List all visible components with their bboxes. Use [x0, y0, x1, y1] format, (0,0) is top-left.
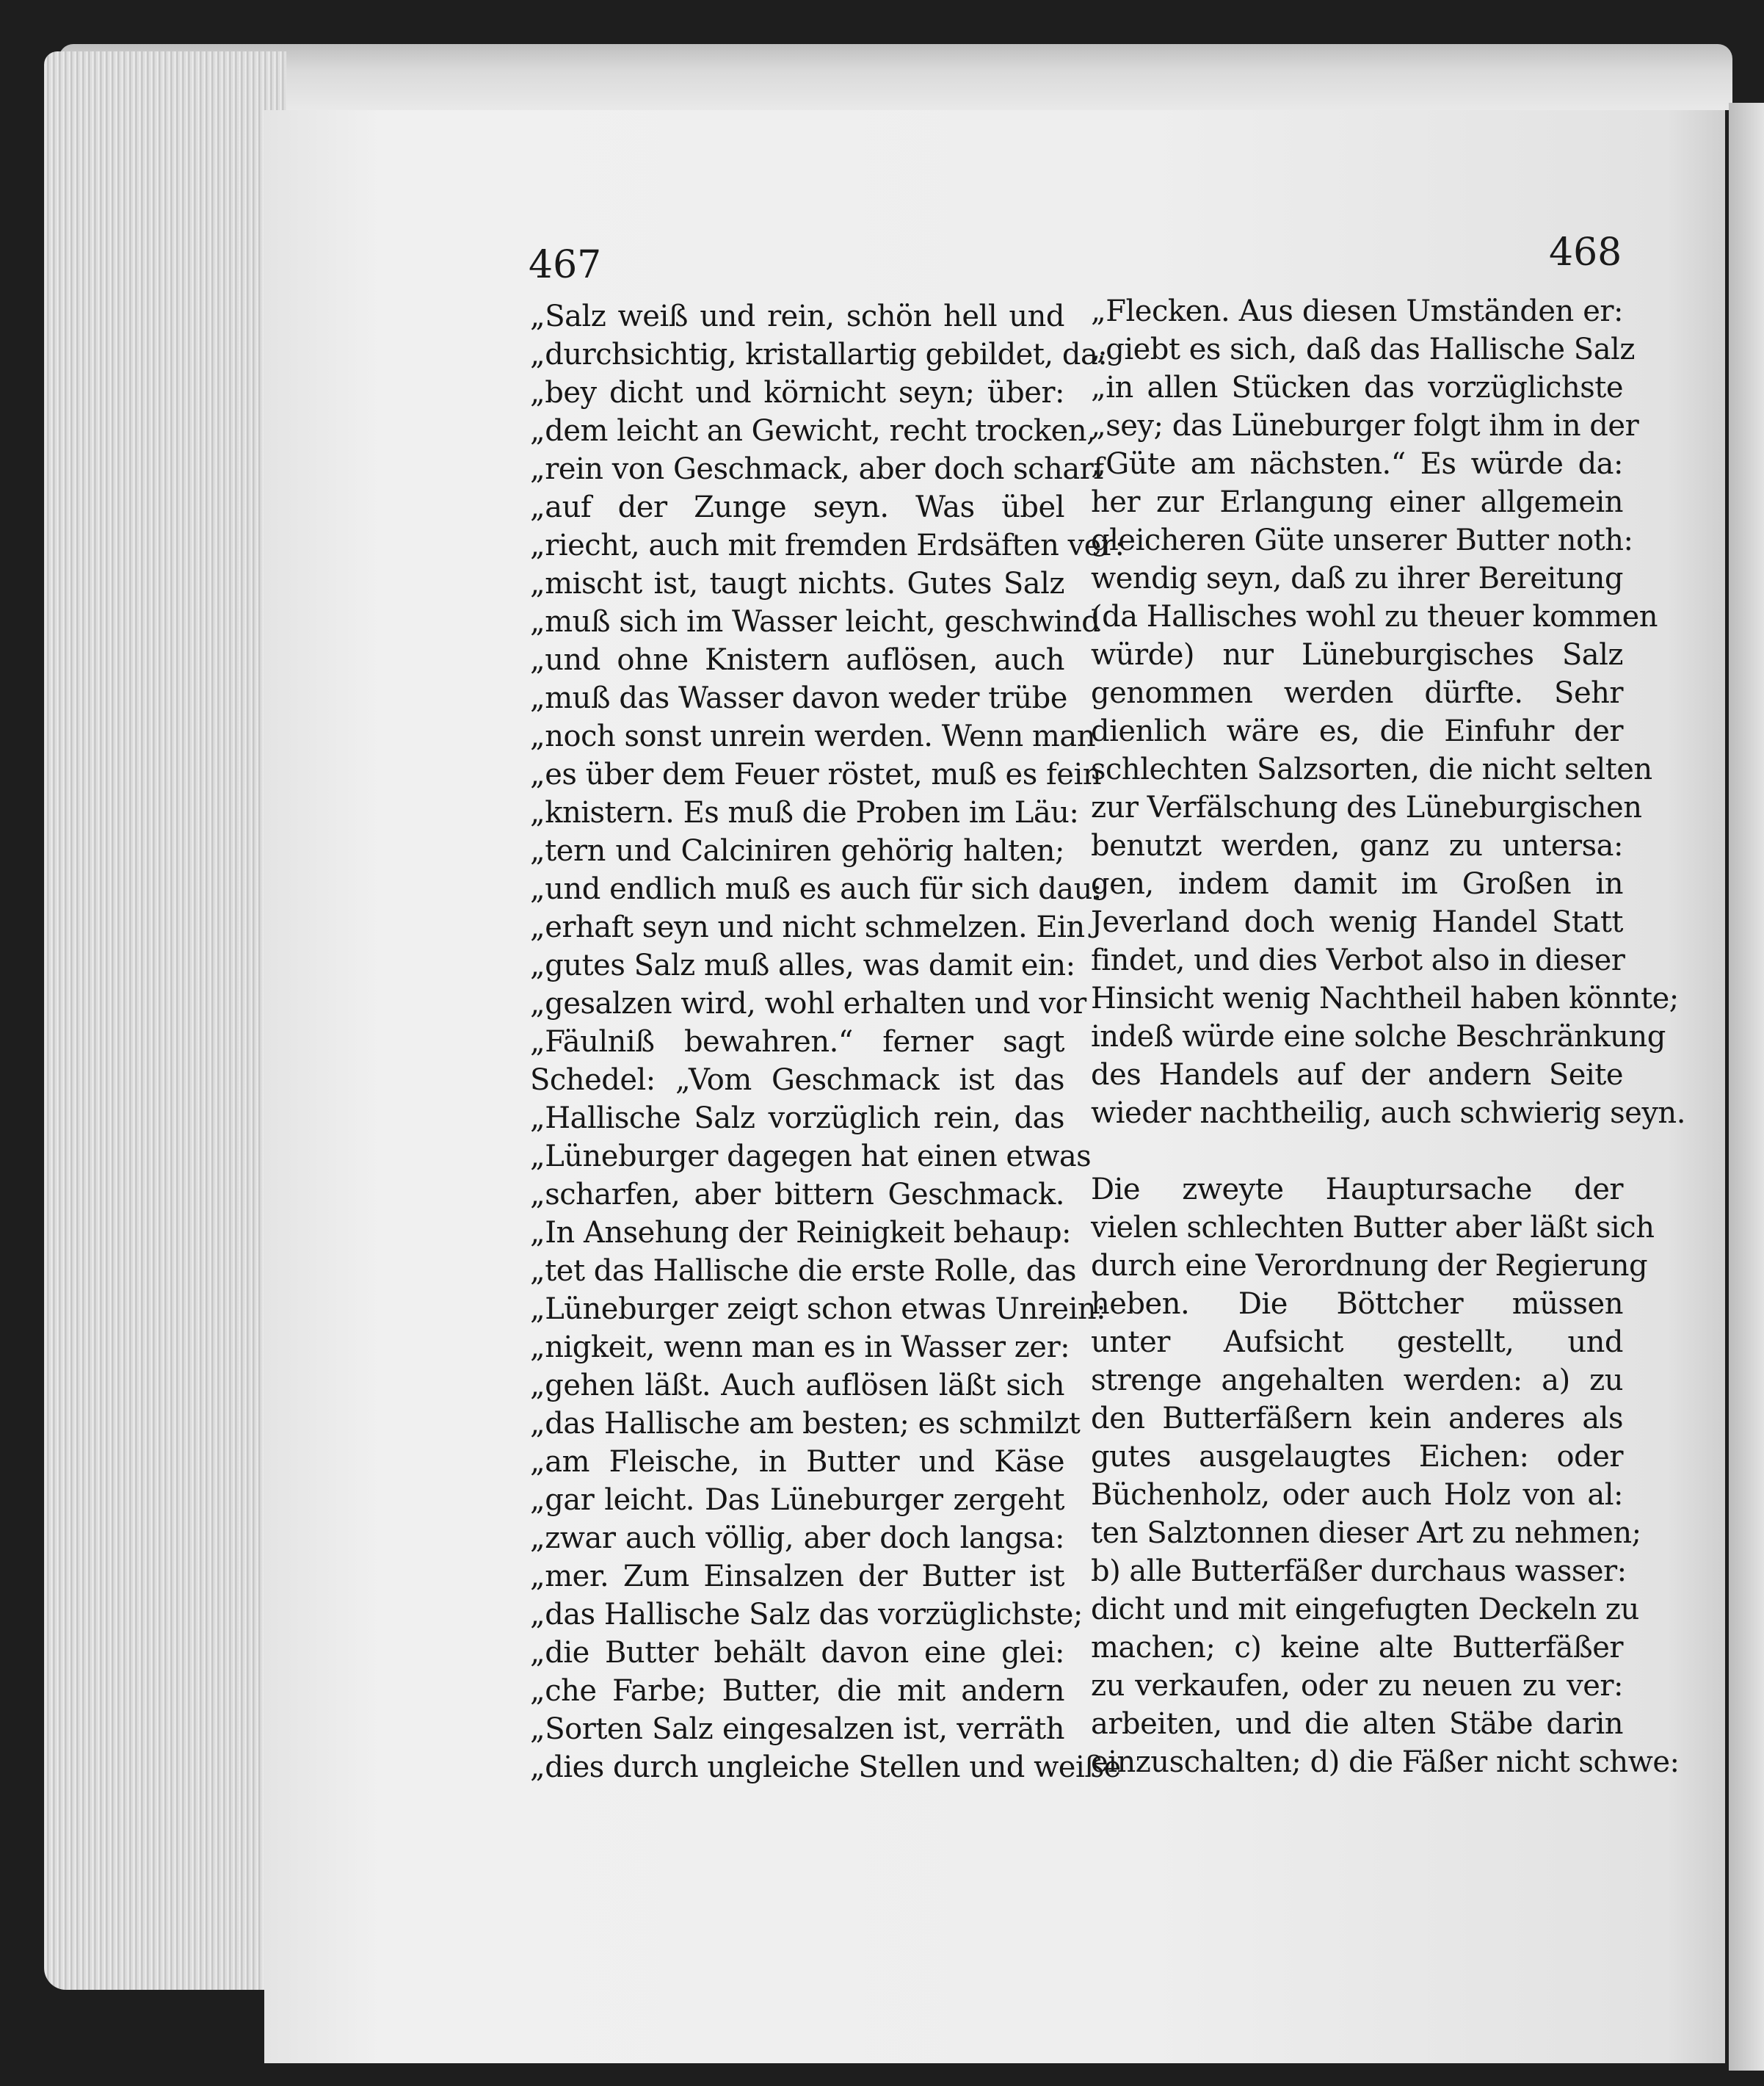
text-line: „Flecken. Aus diesen Umständen er: [1091, 294, 1623, 328]
text-line: (da Hallisches wohl zu theuer kommen [1091, 600, 1658, 634]
text-line: „riecht, auch mit fremden Erdsäften ver: [530, 529, 1125, 562]
text-line: „Lüneburger dagegen hat einen etwas [530, 1140, 1092, 1173]
text-line: Hinsicht wenig Nachtheil haben könnte; [1091, 982, 1679, 1015]
text-line: dicht und mit eingefugten Deckeln zu [1091, 1593, 1639, 1626]
text-line: „knistern. Es muß die Proben im Läu: [530, 796, 1079, 830]
text-line: Die zweyte Hauptursache der [1091, 1173, 1623, 1206]
text-line: „dem leicht an Gewicht, recht trocken, [530, 414, 1096, 448]
text-line: machen; c) keine alte Butterfäßer [1091, 1631, 1623, 1665]
text-line: „In Ansehung der Reinigkeit behaup: [530, 1216, 1072, 1250]
text-line: „sey; das Lüneburger folgt ihm in der [1091, 409, 1639, 443]
text-line: „und ohne Knistern auflösen, auch [530, 643, 1064, 677]
text-line: gutes ausgelaugtes Eichen: oder [1091, 1440, 1623, 1474]
text-line: „das Hallische Salz das vorzüglichste; [530, 1598, 1083, 1632]
text-line: „Lüneburger zeigt schon etwas Unrein: [530, 1292, 1106, 1326]
text-line: „auf der Zunge seyn. Was übel [530, 490, 1064, 524]
page-number-left: 467 [529, 243, 602, 287]
text-line: ten Salztonnen dieser Art zu nehmen; [1091, 1516, 1641, 1550]
text-line: heben. Die Böttcher müssen [1091, 1287, 1623, 1321]
text-line: „gesalzen wird, wohl erhalten und vor [530, 987, 1086, 1021]
text-line: den Butterfäßern kein anderes als [1091, 1402, 1623, 1435]
text-line: „Sorten Salz eingesalzen ist, verräth [530, 1712, 1064, 1746]
paragraph-gap [1091, 1132, 1623, 1170]
text-line: „bey dicht und körnicht seyn; über: [530, 376, 1064, 410]
text-line: zu verkaufen, oder zu neuen zu ver: [1091, 1669, 1623, 1703]
text-line: „in allen Stücken das vorzüglichste [1091, 371, 1623, 405]
text-line: „giebt es sich, daß das Hallische Salz [1091, 333, 1635, 366]
text-line: „und endlich muß es auch für sich dau: [530, 872, 1102, 906]
text-line: „muß sich im Wasser leicht, geschwind [530, 605, 1100, 639]
text-line: „Fäulniß bewahren.“ ferner sagt [530, 1025, 1064, 1059]
text-line: vielen schlechten Butter aber läßt sich [1091, 1211, 1655, 1245]
text-line: „Salz weiß und rein, schön hell und [530, 300, 1064, 333]
text-line: zur Verfälschung des Lüneburgischen [1091, 791, 1642, 825]
text-line: „muß das Wasser davon weder trübe [530, 681, 1067, 715]
text-line: „scharfen, aber bittern Geschmack. [530, 1178, 1064, 1212]
text-line: „das Hallische am besten; es schmilzt [530, 1407, 1081, 1441]
text-line: schlechten Salzsorten, die nicht selten [1091, 753, 1652, 786]
right-text-column [1091, 292, 1685, 1781]
text-line: gleicheren Güte unserer Butter noth: [1091, 524, 1633, 557]
text-line: „noch sonst unrein werden. Wenn man [530, 720, 1096, 753]
text-line: „nigkeit, wenn man es in Wasser zer: [530, 1330, 1070, 1364]
text-line: „gutes Salz muß alles, was damit ein: [530, 949, 1075, 982]
text-line: durch eine Verordnung der Regierung [1091, 1249, 1648, 1283]
text-line: unter Aufsicht gestellt, und [1091, 1325, 1623, 1359]
text-line: b) alle Butterfäßer durchaus wasser: [1091, 1554, 1627, 1588]
text-line: arbeiten, und die alten Stäbe darin [1091, 1707, 1623, 1741]
text-line: dienlich wäre es, die Einfuhr der [1091, 714, 1623, 748]
text-line: „erhaft seyn und nicht schmelzen. Ein [530, 910, 1085, 944]
text-line: her zur Erlangung einer allgemein [1091, 485, 1623, 519]
page-edges-left [44, 51, 286, 1990]
text-line: strenge angehalten werden: a) zu [1091, 1363, 1623, 1397]
text-line: „mischt ist, taugt nichts. Gutes Salz [530, 567, 1064, 601]
text-line: Schedel: „Vom Geschmack ist das [530, 1063, 1064, 1097]
text-line: „gar leicht. Das Lüneburger zergeht [530, 1483, 1064, 1517]
text-line: „tern und Calciniren gehörig halten; [530, 834, 1064, 868]
page-number-right: 468 [1549, 231, 1622, 275]
text-line: „es über dem Feuer röstet, muß es fein [530, 758, 1101, 792]
text-line: benutzt werden, ganz zu untersa: [1091, 829, 1623, 863]
text-line: genommen werden dürfte. Sehr [1091, 676, 1623, 710]
text-line: wendig seyn, daß zu ihrer Bereitung [1091, 562, 1623, 595]
text-line: indeß würde eine solche Beschränkung [1091, 1020, 1666, 1054]
text-line: „dies durch ungleiche Stellen und weiße [530, 1750, 1121, 1784]
left-text-column [530, 297, 1125, 1786]
text-line: einzuschalten; d) die Fäßer nicht schwe: [1091, 1745, 1680, 1779]
text-line: Büchenholz, oder auch Holz von al: [1091, 1478, 1623, 1512]
adjacent-page-edge [1729, 103, 1764, 2071]
text-line: findet, und dies Verbot also in dieser [1091, 944, 1625, 977]
text-line: gen, indem damit im Großen in [1091, 867, 1623, 901]
text-line: „gehen läßt. Auch auflösen läßt sich [530, 1369, 1064, 1402]
text-line: „Güte am nächsten.“ Es würde da: [1091, 447, 1623, 481]
text-line: „tet das Hallische die erste Rolle, das [530, 1254, 1077, 1288]
text-line: Jeverland doch wenig Handel Statt [1091, 905, 1623, 939]
text-line: des Handels auf der andern Seite [1091, 1058, 1623, 1092]
text-line: wieder nachtheilig, auch schwierig seyn. [1091, 1096, 1685, 1130]
text-line: „die Butter behält davon eine glei: [530, 1636, 1064, 1670]
text-line: würde) nur Lüneburgisches Salz [1091, 638, 1623, 672]
text-line: „durchsichtig, kristallartig gebildet, da: [530, 338, 1108, 372]
text-line: „zwar auch völlig, aber doch langsa: [530, 1521, 1064, 1555]
text-line: „Hallische Salz vorzüglich rein, das [530, 1101, 1064, 1135]
text-line: „rein von Geschmack, aber doch scharf [530, 452, 1104, 486]
page-edges-top [59, 44, 1732, 110]
text-line: „mer. Zum Einsalzen der Butter ist [530, 1560, 1064, 1593]
text-line: „che Farbe; Butter, die mit andern [530, 1674, 1064, 1708]
text-line: „am Fleische, in Butter und Käse [530, 1445, 1064, 1479]
